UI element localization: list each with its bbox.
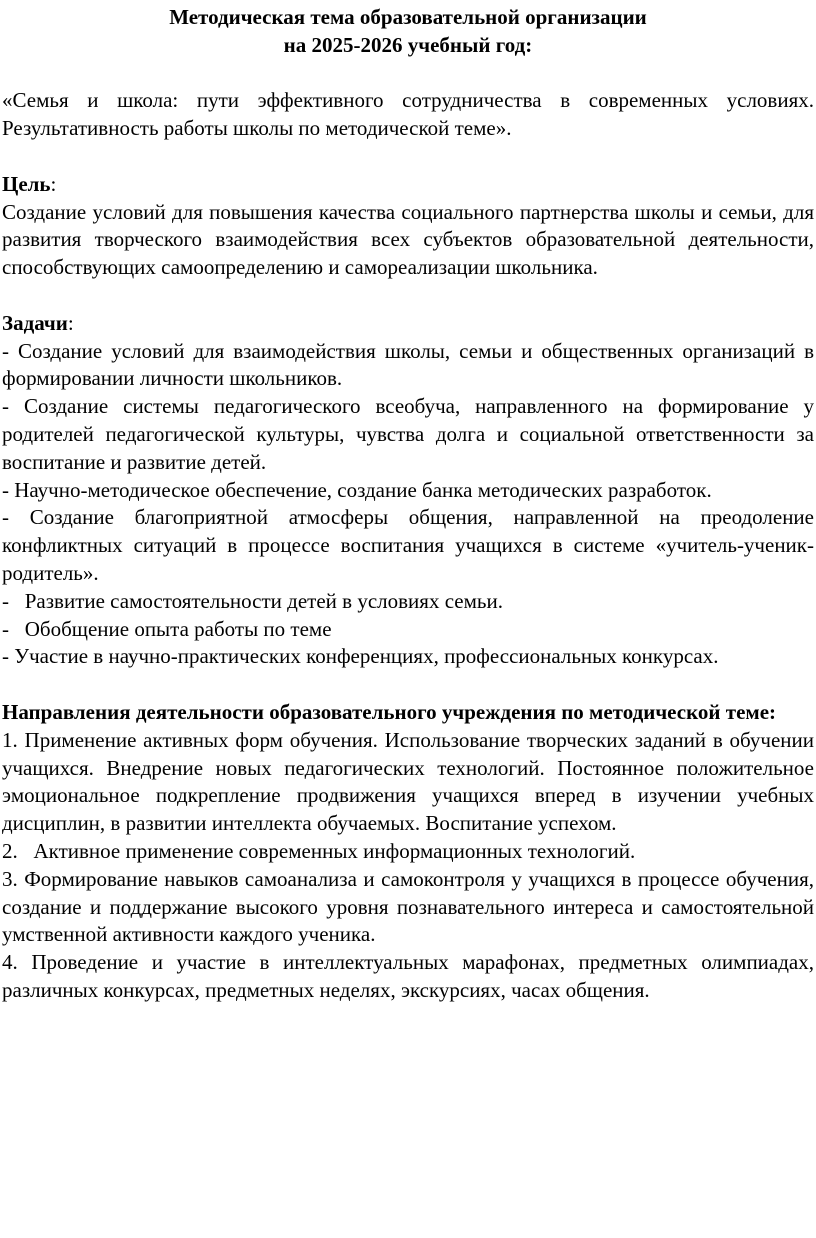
directions-section [2, 699, 814, 1005]
title-line-2: на 2025-2026 учебный год: [283, 32, 533, 57]
spacer [2, 671, 814, 699]
task-item: - Создание условий для взаимодействия школы, семьи и общественных организаций в формировании личности школьников. [2, 338, 814, 391]
spacer [2, 143, 814, 171]
goal-colon: : [50, 171, 57, 196]
task-item: - Участие в научно-практических конференциях, профессиональных конкурсах. [2, 644, 719, 669]
direction-item: 3. Формирование навыков самоанализа и самоконтроля у учащихся в процессе обучения, создание и поддержание высокого уровня познавательного интереса и самостоятельной умственной активности каждого ученика. [2, 866, 814, 947]
tasks-heading-line [2, 310, 814, 338]
task-item: - Создание системы педагогического всеобуча, направленного на формирование у родителей педагогической культуры, чувства долга и социальной ответственности за воспитание и развитие детей. [2, 394, 814, 474]
task-item: - Научно-методическое обеспечение, создание банка методических разработок. [2, 477, 712, 502]
title-line-1: Методическая тема образовательной организации [169, 5, 647, 29]
task-item: - Создание благоприятной атмосферы общения, направленной на преодоление конфликтных ситуаций в процессе воспитания учащихся в системе «учитель-ученик-родитель». [2, 505, 814, 585]
task-item: - Развитие самостоятельности детей в условиях семьи. [2, 588, 503, 613]
direction-item: 4. Проведение и участие в интеллектуальных марафонах, предметных олимпиадах, различных конкурсах, предметных неделях, экскурсиях, часах общения. [2, 950, 814, 1002]
goal-heading-line [2, 171, 814, 199]
goal-section [2, 171, 814, 282]
tasks-colon: : [67, 310, 74, 335]
spacer [2, 60, 814, 88]
direction-item: 2. Активное применение современных информационных технологий. [2, 838, 636, 863]
tasks-heading: Задачи [2, 310, 68, 335]
document-title [2, 4, 814, 60]
goal-heading: Цель [2, 171, 51, 196]
goal-text: Создание условий для повышения качества социального партнерства школы и семьи, для развития творческого взаимодействия всех субъектов образовательной деятельности, способствующих самоопределению и самореализации школьника. [2, 199, 814, 280]
task-item: - Обобщение опыта работы по теме [2, 616, 332, 641]
directions-heading: Направления деятельности образовательного учреждения по методической теме: [2, 699, 777, 724]
methodical-theme: «Семья и школа: пути эффективного сотрудничества в современных условиях. Результативность работы школы по методической теме». [2, 88, 814, 141]
tasks-section [2, 310, 814, 671]
spacer [2, 282, 814, 310]
direction-item: 1. Применение активных форм обучения. Использование творческих заданий в обучении учащихся. Внедрение новых педагогических технологий. Постоянное положительное эмоциональное подкрепление продвижения учащихся вперед в изучении учебных дисциплин, в развитии интеллекта обучаемых. Воспитание успехом. [2, 727, 814, 836]
